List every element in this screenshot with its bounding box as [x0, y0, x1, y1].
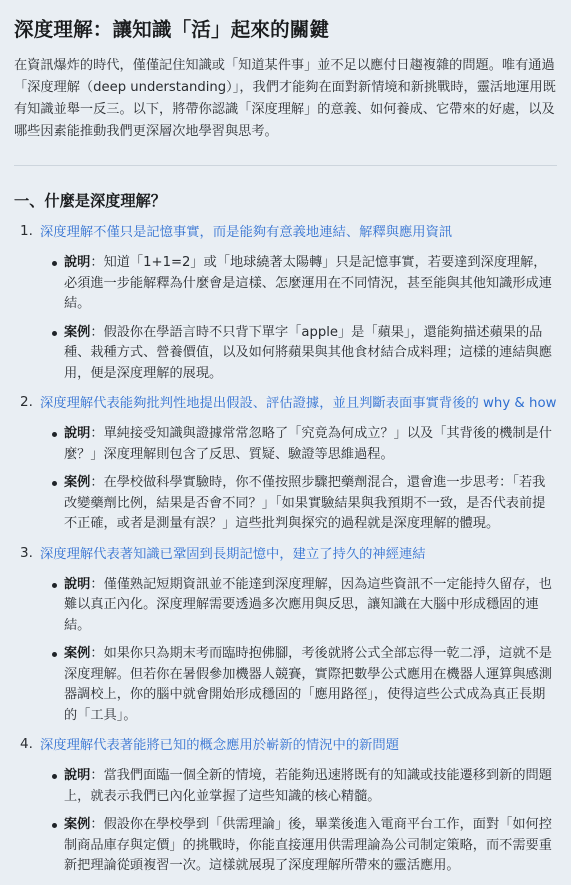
- detail-label: 案例: [64, 324, 91, 340]
- detail-separator: ：: [90, 768, 104, 784]
- details-list: [40, 424, 557, 535]
- details-list: [40, 766, 557, 877]
- points-list: [14, 221, 557, 877]
- point-number: 4.: [20, 736, 33, 753]
- details-list: [40, 253, 557, 384]
- detail-label: 說明: [64, 768, 91, 784]
- detail-text: 假設你在學語言時不只背下單字「apple」是「蘋果」，還能夠描述蘋果的品種、栽種方式、營養價值，以及如何將蘋果與其他食材結合成料理；這樣的連結與應用，便是深度理解的展現。: [64, 324, 552, 381]
- point-title-link[interactable]: 深度理解代表著能將已知的概念應用於嶄新的情況中的新問題: [40, 738, 400, 754]
- detail-item: [40, 473, 557, 535]
- bullet-dot-icon: [52, 432, 57, 437]
- detail-separator: ：: [90, 324, 104, 340]
- detail-item: [40, 424, 557, 465]
- bullet-dot-icon: [52, 583, 57, 588]
- bullet-dot-icon: [52, 652, 57, 657]
- numbered-point: [14, 392, 557, 535]
- detail-separator: ：: [90, 255, 104, 271]
- point-title-link[interactable]: 深度理解代表能夠批判性地提出假設、評估證據，並且判斷表面事實背後的 why & how: [40, 396, 557, 412]
- detail-separator: ：: [90, 817, 104, 833]
- point-number: 1.: [20, 223, 33, 240]
- detail-separator: ：: [90, 646, 104, 662]
- bullet-dot-icon: [52, 774, 57, 779]
- point-number: 2.: [20, 394, 33, 411]
- detail-text: 假設你在學校學到「供需理論」後，畢業後進入電商平台工作，面對「如何控制商品庫存與定價」的挑戰時，你能直接運用供需理論為公司制定策略，而不需要重新把理論從頭複習一次。這樣就展現了深度理解所帶來的靈活應用。: [64, 817, 552, 874]
- detail-separator: ：: [90, 475, 104, 491]
- detail-text: 知道「1+1=2」或「地球繞著太陽轉」只是記憶事實，若要達到深度理解，必須進一步能解釋為什麼會是這樣、怎麼運用在不同情況，甚至能與其他知識形成連結。: [64, 255, 552, 312]
- bullet-dot-icon: [52, 481, 57, 486]
- detail-item: [40, 644, 557, 726]
- detail-label: 說明: [64, 255, 91, 271]
- detail-label: 案例: [64, 817, 91, 833]
- detail-text: 當我們面臨一個全新的情境，若能夠迅速將既有的知識或技能遷移到新的問題上，就表示我們已內化並掌握了這些知識的核心精髓。: [64, 768, 552, 804]
- detail-text: 如果你只為期末考而臨時抱佛腳，考後就將公式全部忘得一乾二淨，這就不是深度理解。但若你在暑假參加機器人競賽，實際把數學公式應用在機器人運算與感測器調校上，你的腦中就會開始形成穩固的「應用路徑」，使得這些公式成為真正長期的「工具」。: [64, 646, 552, 723]
- section-heading: 一、什麼是深度理解？: [14, 192, 166, 211]
- bullet-dot-icon: [52, 261, 57, 266]
- intro-paragraph: 在資訊爆炸的時代，僅僅記住知識或「知道某件事」並不足以應付日趨複雜的問題。唯有通過「深度理解（deep understanding）」，我們才能夠在面對新情境和新挑戰時，靈活地運用既有知識並舉一反三。以下，將帶你認識「深度理解」的意義、如何養成、它帶來的好處，以及哪些因素能推動我們更深層次地學習與思考。: [14, 58, 556, 140]
- point-title-link[interactable]: 深度理解代表著知識已鞏固到長期記憶中，建立了持久的神經連結: [40, 546, 426, 562]
- detail-label: 說明: [64, 426, 91, 442]
- detail-text: 在學校做科學實驗時，你不僅按照步驟把藥劑混合，還會進一步思考：「若我改變藥劑比例，結果是否會不同？」「如果實驗結果與我預期不一致，是否代表前提不正確，或者是測量有誤？」這些批判與探究的過程就是深度理解的體現。: [64, 475, 546, 532]
- detail-item: [40, 323, 557, 385]
- detail-item: [40, 766, 557, 807]
- detail-label: 案例: [64, 646, 91, 662]
- numbered-point: [14, 543, 557, 727]
- section-divider: [14, 165, 557, 166]
- details-list: [40, 575, 557, 727]
- bullet-dot-icon: [52, 823, 57, 828]
- numbered-point: [14, 221, 557, 384]
- detail-label: 說明: [64, 576, 91, 592]
- detail-item: [40, 815, 557, 877]
- detail-separator: ：: [90, 576, 104, 592]
- detail-text: 僅僅熟記短期資訊並不能達到深度理解，因為這些資訊不一定能持久留存，也難以真正內化。深度理解需要透過多次應用與反思，讓知識在大腦中形成穩固的連結。: [64, 576, 552, 633]
- point-title-link[interactable]: 深度理解不僅只是記憶事實，而是能夠有意義地連結、解釋與應用資訊: [40, 225, 453, 241]
- detail-label: 案例: [64, 475, 91, 491]
- point-number: 3.: [20, 544, 33, 561]
- page-title: 深度理解：讓知識「活」起來的關鍵: [14, 18, 330, 41]
- bullet-dot-icon: [52, 331, 57, 336]
- detail-text: 單純接受知識與證據常常忽略了「究竟為何成立？」以及「其背後的機制是什麼？」深度理解則包含了反思、質疑、驗證等思維過程。: [64, 426, 552, 462]
- detail-item: [40, 575, 557, 637]
- numbered-point: [14, 734, 557, 877]
- detail-separator: ：: [90, 426, 104, 442]
- detail-item: [40, 253, 557, 315]
